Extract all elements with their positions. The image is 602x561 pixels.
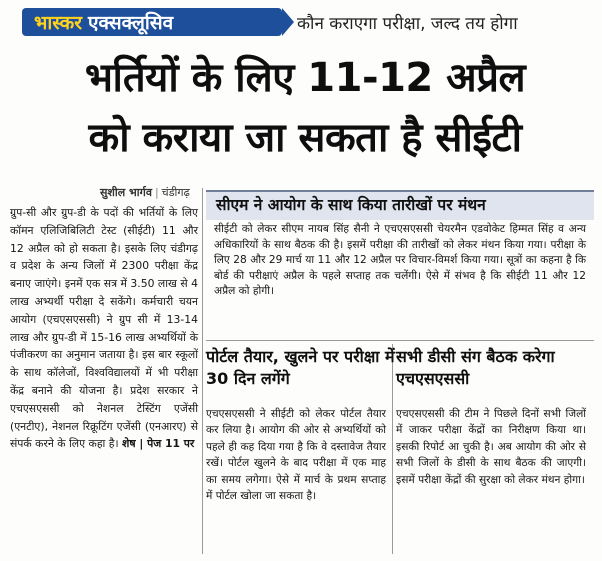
badge-arrow-icon <box>282 8 294 36</box>
exclusive-label: एक्सक्लूसिव <box>88 12 174 34</box>
headline-line-1: भर्तियों के लिए 11-12 अप्रैल <box>84 55 526 101</box>
brand-name: भास्कर <box>34 12 83 34</box>
portal-ready-text: एचएसएससी ने सीईटी को लेकर पोर्टल तैयार कर लिया है। आयोग की ओर से अभ्यर्थियों को पहले ही कह दिया गया है कि वे दस्तावेज तैयार रखें। पोर्टल खुलने के बाद परीक्षा में एक माह का समय लगेगा। ऐसे में मार्च के प्रथम सप्ताह में पोर्टल खोला जा सकता है। <box>206 408 386 503</box>
portal-ready-heading: पोर्टल तैयार, खुलने पर परीक्षा में 30 दिन लगेंगे <box>206 347 395 388</box>
continued-on-page: शेष | पेज 11 पर <box>122 437 195 451</box>
column-divider-1 <box>202 188 203 554</box>
lead-story-text <box>10 204 198 453</box>
dc-meeting-heading: सभी डीसी संग बैठक करेगा एचएसएससी <box>396 347 555 388</box>
section-tag-row <box>12 8 592 38</box>
headline-line-2: को कराया जा सकता है सीईटी <box>88 115 522 161</box>
byline-separator: | <box>154 186 159 199</box>
cm-meeting-text: सीईटी को लेकर सीएम नायब सिंह सैनी ने एचएसएससी चेयरमैन एडवोकेट हिम्मत सिंह व अन्य अधिकारियों के साथ बैठक की है। इसमें परीक्षा की तारीखों को लेकर मंथन किया गया। परीक्षा के लिए 28 और 29 मार्च या 11 और 12 अप्रैल पर विचार-विमर्श किया गया। सूत्रों का कहना है कि बोर्ड की परीक्षाएं अप्रैल के पहले सप्ताह तक चलेंगी। ऐसे में संभव है कि सीईटी 11 और 12 अप्रैल को होगी। <box>214 223 586 298</box>
section-divider <box>206 340 594 341</box>
dc-meeting-text: एचएसएससी की टीम ने पिछले दिनों सभी जिलों में जाकर परीक्षा केंद्रों का निरीक्षण किया था। इसकी रिपोर्ट आ चुकी है। अब आयोग की ओर से सभी जिलों के डीसी के साथ बैठक की जाएगी। इसमें परीक्षा केंद्रों की सुरक्षा को लेकर मंथन होगा। <box>396 408 586 486</box>
headline <box>20 48 590 168</box>
byline <box>100 185 190 200</box>
reporter-name: सुशील भार्गव <box>100 186 152 199</box>
exclusive-badge <box>22 8 282 36</box>
cm-meeting-heading: सीएम ने आयोग के साथ किया तारीखों पर मंथन <box>216 196 486 214</box>
dateline-city: चंडीगढ़ <box>161 186 190 199</box>
tag-subtitle: कौन कराएगा परीक्षा, जल्द तय होगा <box>297 14 518 34</box>
lead-story-body: ग्रुप-सी और ग्रुप-डी के पदों की भर्तियों के लिए कॉमन एलिजिबिलिटी टेस्ट (सीईटी) 11 और 12 अप्रैल को हो सकता है। इसके लिए चंडीगढ़ व प्रदेश के अन्य जिलों में 2300 परीक्षा केंद्र बनाए जाएंगे। इनमें एक सत्र में 3.50 लाख से 4 लाख अभ्यर्थी परीक्षा दे सकेंगे। कर्मचारी चयन आयोग (एचएसएससी) ने ग्रुप सी में 13-14 लाख और ग्रुप-डी में 15-16 लाख अभ्यर्थियों के पंजीकरण का अनुमान जताया है। इस बार स्कूलों के साथ कॉलेजों, विश्वविद्यालयों में भी परीक्षा केंद्र बनाने की योजना है। प्रदेश सरकार ने एचएसएससी को नेशनल टेस्टिंग एजेंसी (एनटीए), नेशनल रिक्रूटिंग एजेंसी (एनआरए) से संपर्क करने के लिए कहा है। <box>10 206 198 451</box>
